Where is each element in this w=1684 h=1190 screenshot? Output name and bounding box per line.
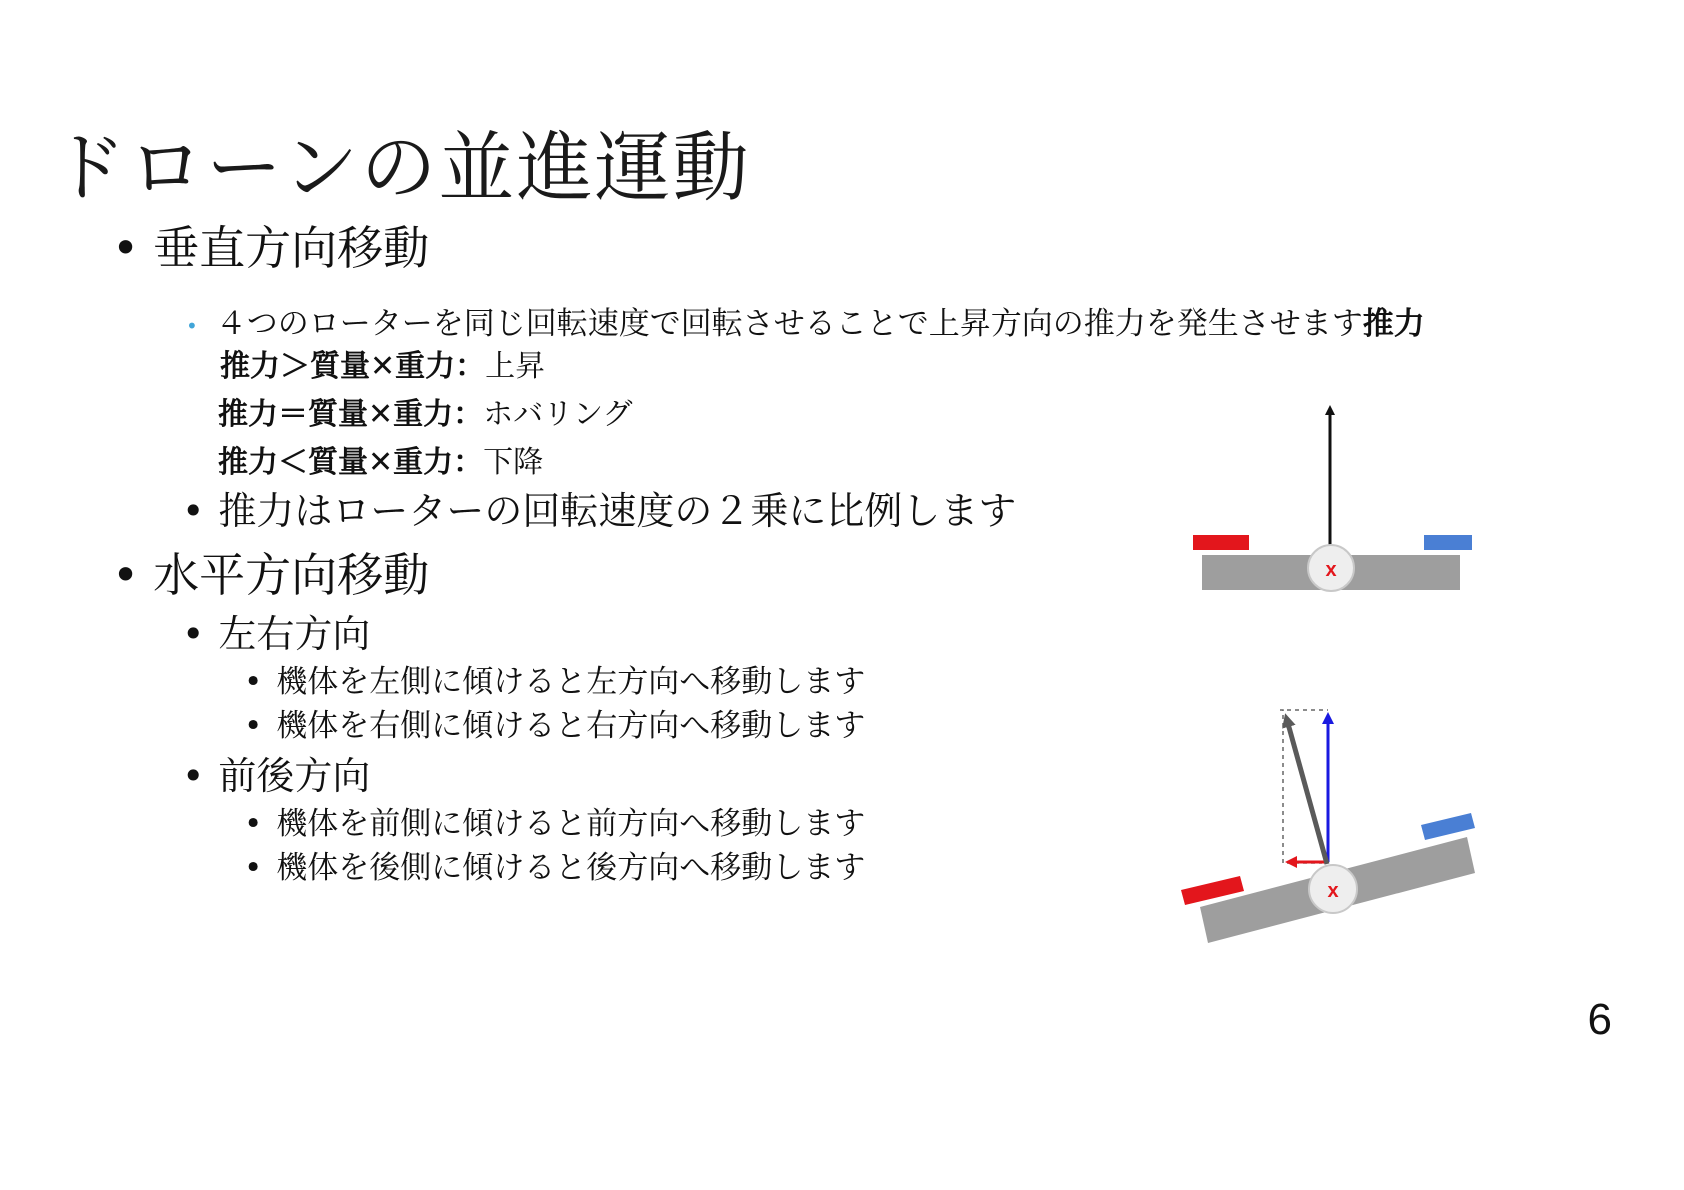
rotor-right: [1424, 535, 1472, 550]
center-mark: x: [1325, 559, 1337, 581]
thrust-rule-rhs: 上昇: [485, 349, 546, 384]
longitudinal-item-text: 機体を前側に傾けると前方向へ移動します: [276, 806, 866, 842]
vector-decomposition-guides: [1280, 710, 1322, 863]
sub-bullet-dot: •: [186, 313, 198, 338]
thrust-proportional-text: 推力はローターの回転速度の２乗に比例します: [218, 489, 1017, 533]
bullet-dot: •: [182, 754, 205, 798]
thrust-rule-lhs: 推力＜質量✕重力：: [218, 445, 484, 480]
bullet-dot: •: [244, 708, 263, 744]
vertical-description-text: ４つのローターを同じ回転速度で回転させることで上昇方向の推力を発生させます: [215, 306, 1363, 342]
vertical-description-tail: 推力: [1362, 306, 1425, 342]
heading-vertical-movement: 垂直方向移動: [153, 221, 430, 275]
lateral-item-text: 機体を左側に傾けると左方向へ移動します: [276, 664, 866, 700]
rotor-right-tilted: [1421, 813, 1475, 840]
bullet-dot: •: [112, 221, 140, 275]
bullet-dot: •: [112, 548, 140, 602]
thrust-rule-lhs: 推力＝質量✕重力：: [218, 397, 484, 432]
center-mark-tilted: x: [1327, 880, 1339, 902]
thrust-rule-rhs: ホバリング: [483, 397, 633, 432]
level-drone-diagram: [1193, 410, 1472, 591]
heading-horizontal-movement: 水平方向移動: [153, 548, 430, 602]
heading-lateral: 左右方向: [218, 612, 371, 656]
heading-longitudinal: 前後方向: [218, 754, 371, 798]
longitudinal-item-text: 機体を後側に傾けると後方向へ移動します: [276, 850, 866, 886]
slide-number: 6: [1587, 995, 1612, 1044]
rotor-left: [1193, 535, 1249, 550]
bullet-dot: •: [244, 806, 263, 842]
tilted-thrust-arrow: [1287, 720, 1327, 864]
thrust-rule-rhs: 下降: [483, 445, 544, 480]
bullet-dot: •: [182, 489, 205, 533]
slide-title: ドローンの並進運動: [50, 123, 751, 212]
thrust-rule-lhs: 推力＞質量✕重力：: [220, 349, 486, 384]
bullet-dot: •: [244, 664, 263, 700]
bullet-dot: •: [244, 850, 263, 886]
tilted-drone-diagram: [1181, 710, 1475, 943]
lateral-item-text: 機体を右側に傾けると右方向へ移動します: [276, 708, 866, 744]
bullet-dot: •: [182, 612, 205, 656]
